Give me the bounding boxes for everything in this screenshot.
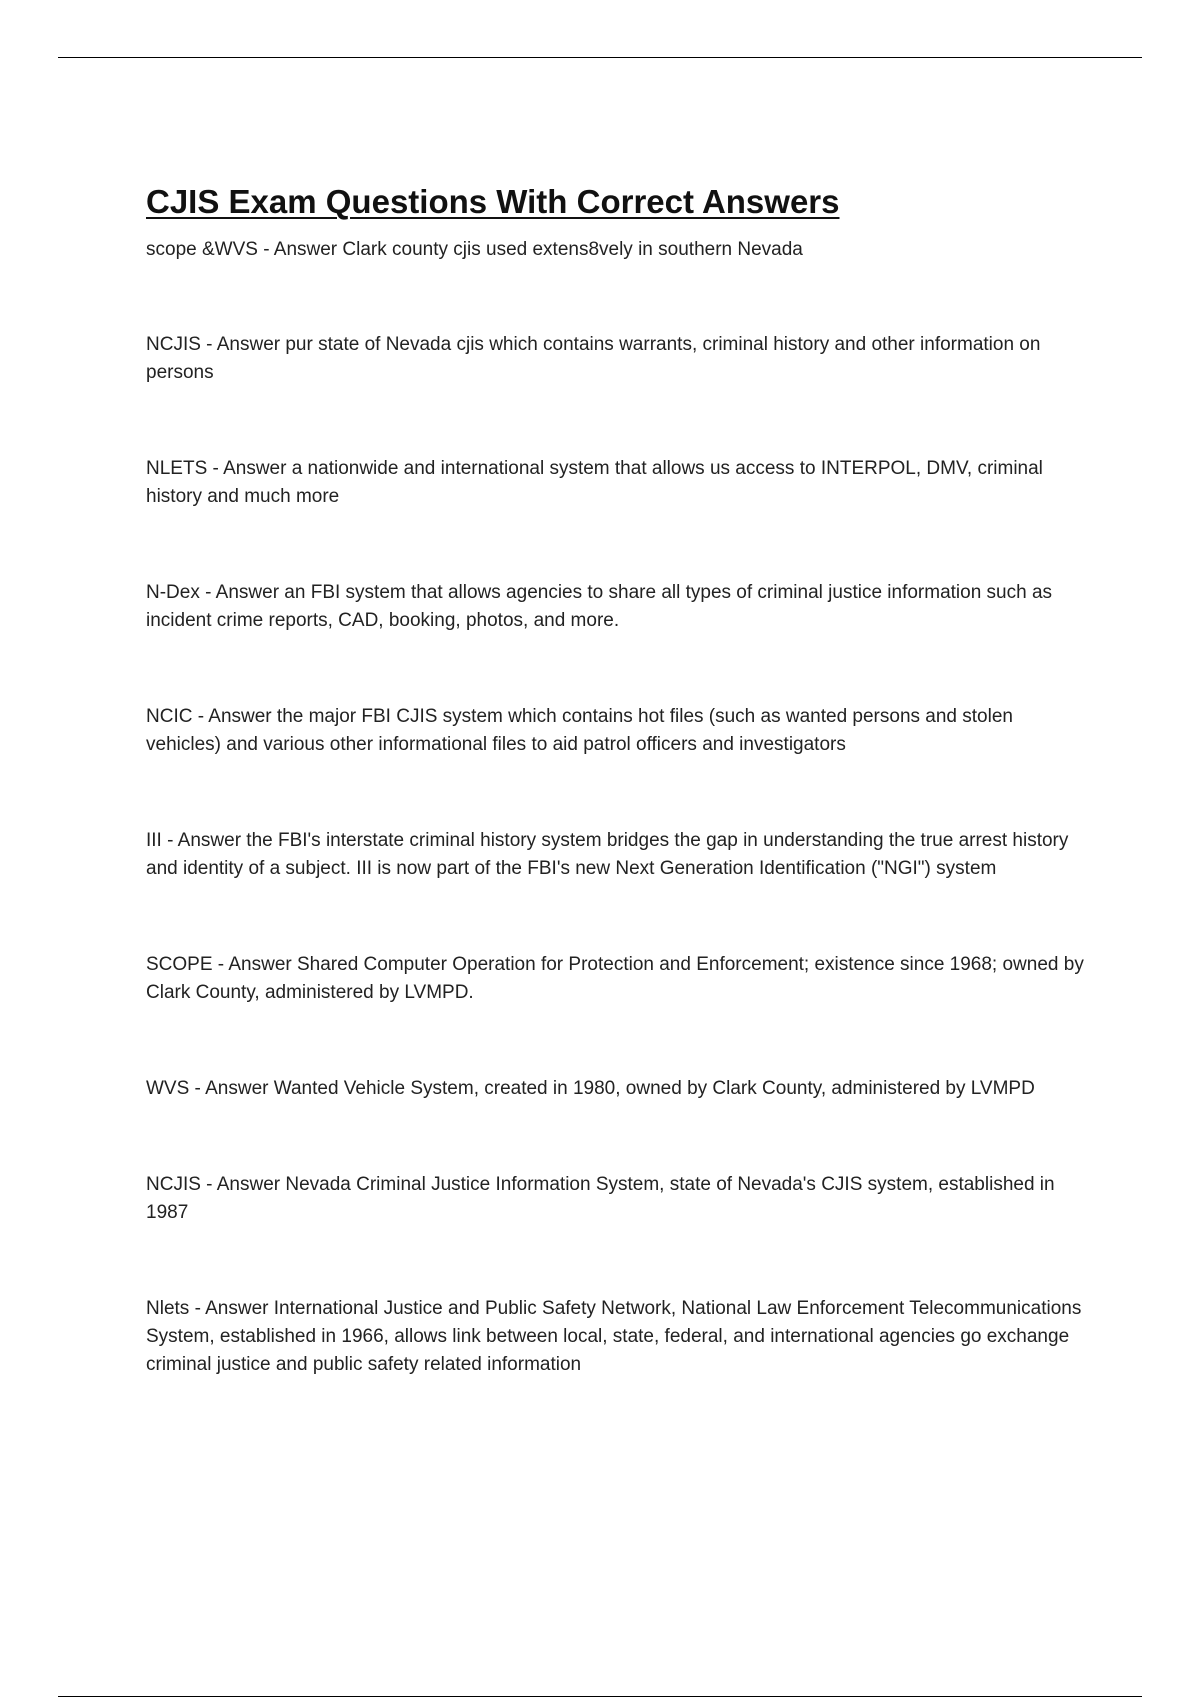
qa-entry-8: WVS - Answer Wanted Vehicle System, created in 1980, owned by Clark County, administered by LVMPD (146, 1078, 1035, 1099)
qa-entry-7: SCOPE - Answer Shared Computer Operation for Protection and Enforcement; existence since 1968; owned by Clark County, administered by LVMPD. (146, 954, 1084, 1003)
qa-list (146, 236, 1086, 1379)
footer-rule (58, 1696, 1142, 1697)
qa-entry-5: NCIC - Answer the major FBI CJIS system which contains hot files (such as wanted persons and stolen vehicles) and various other informational files to aid patrol officers and investigators (146, 706, 1013, 755)
qa-entry-2: NCJIS - Answer pur state of Nevada cjis which contains warrants, criminal history and other information on persons (146, 334, 1041, 383)
qa-entry-10: Nlets - Answer International Justice and Public Safety Network, National Law Enforcement Telecommunications System, established in 1966, allows link between local, state, federal, and international agencies go exchange criminal justice and public safety related information (146, 1298, 1082, 1375)
qa-entry-9: NCJIS - Answer Nevada Criminal Justice Information System, state of Nevada's CJIS system, established in 1987 (146, 1174, 1055, 1223)
document-body (146, 178, 1086, 1447)
qa-entry-6: III - Answer the FBI's interstate criminal history system bridges the gap in understanding the true arrest history and identity of a subject. III is now part of the FBI's new Next Generation Identification ("NGI") system (146, 830, 1069, 879)
document-title: CJIS Exam Questions With Correct Answers (146, 183, 840, 220)
qa-entry-1: scope &WVS - Answer Clark county cjis used extens8vely in southern Nevada (146, 239, 803, 260)
qa-entry-3: NLETS - Answer a nationwide and international system that allows us access to INTERPOL, DMV, criminal history and much more (146, 458, 1043, 507)
header-rule (58, 57, 1142, 58)
qa-entry-4: N-Dex - Answer an FBI system that allows agencies to share all types of criminal justice information such as incident crime reports, CAD, booking, photos, and more. (146, 582, 1053, 631)
